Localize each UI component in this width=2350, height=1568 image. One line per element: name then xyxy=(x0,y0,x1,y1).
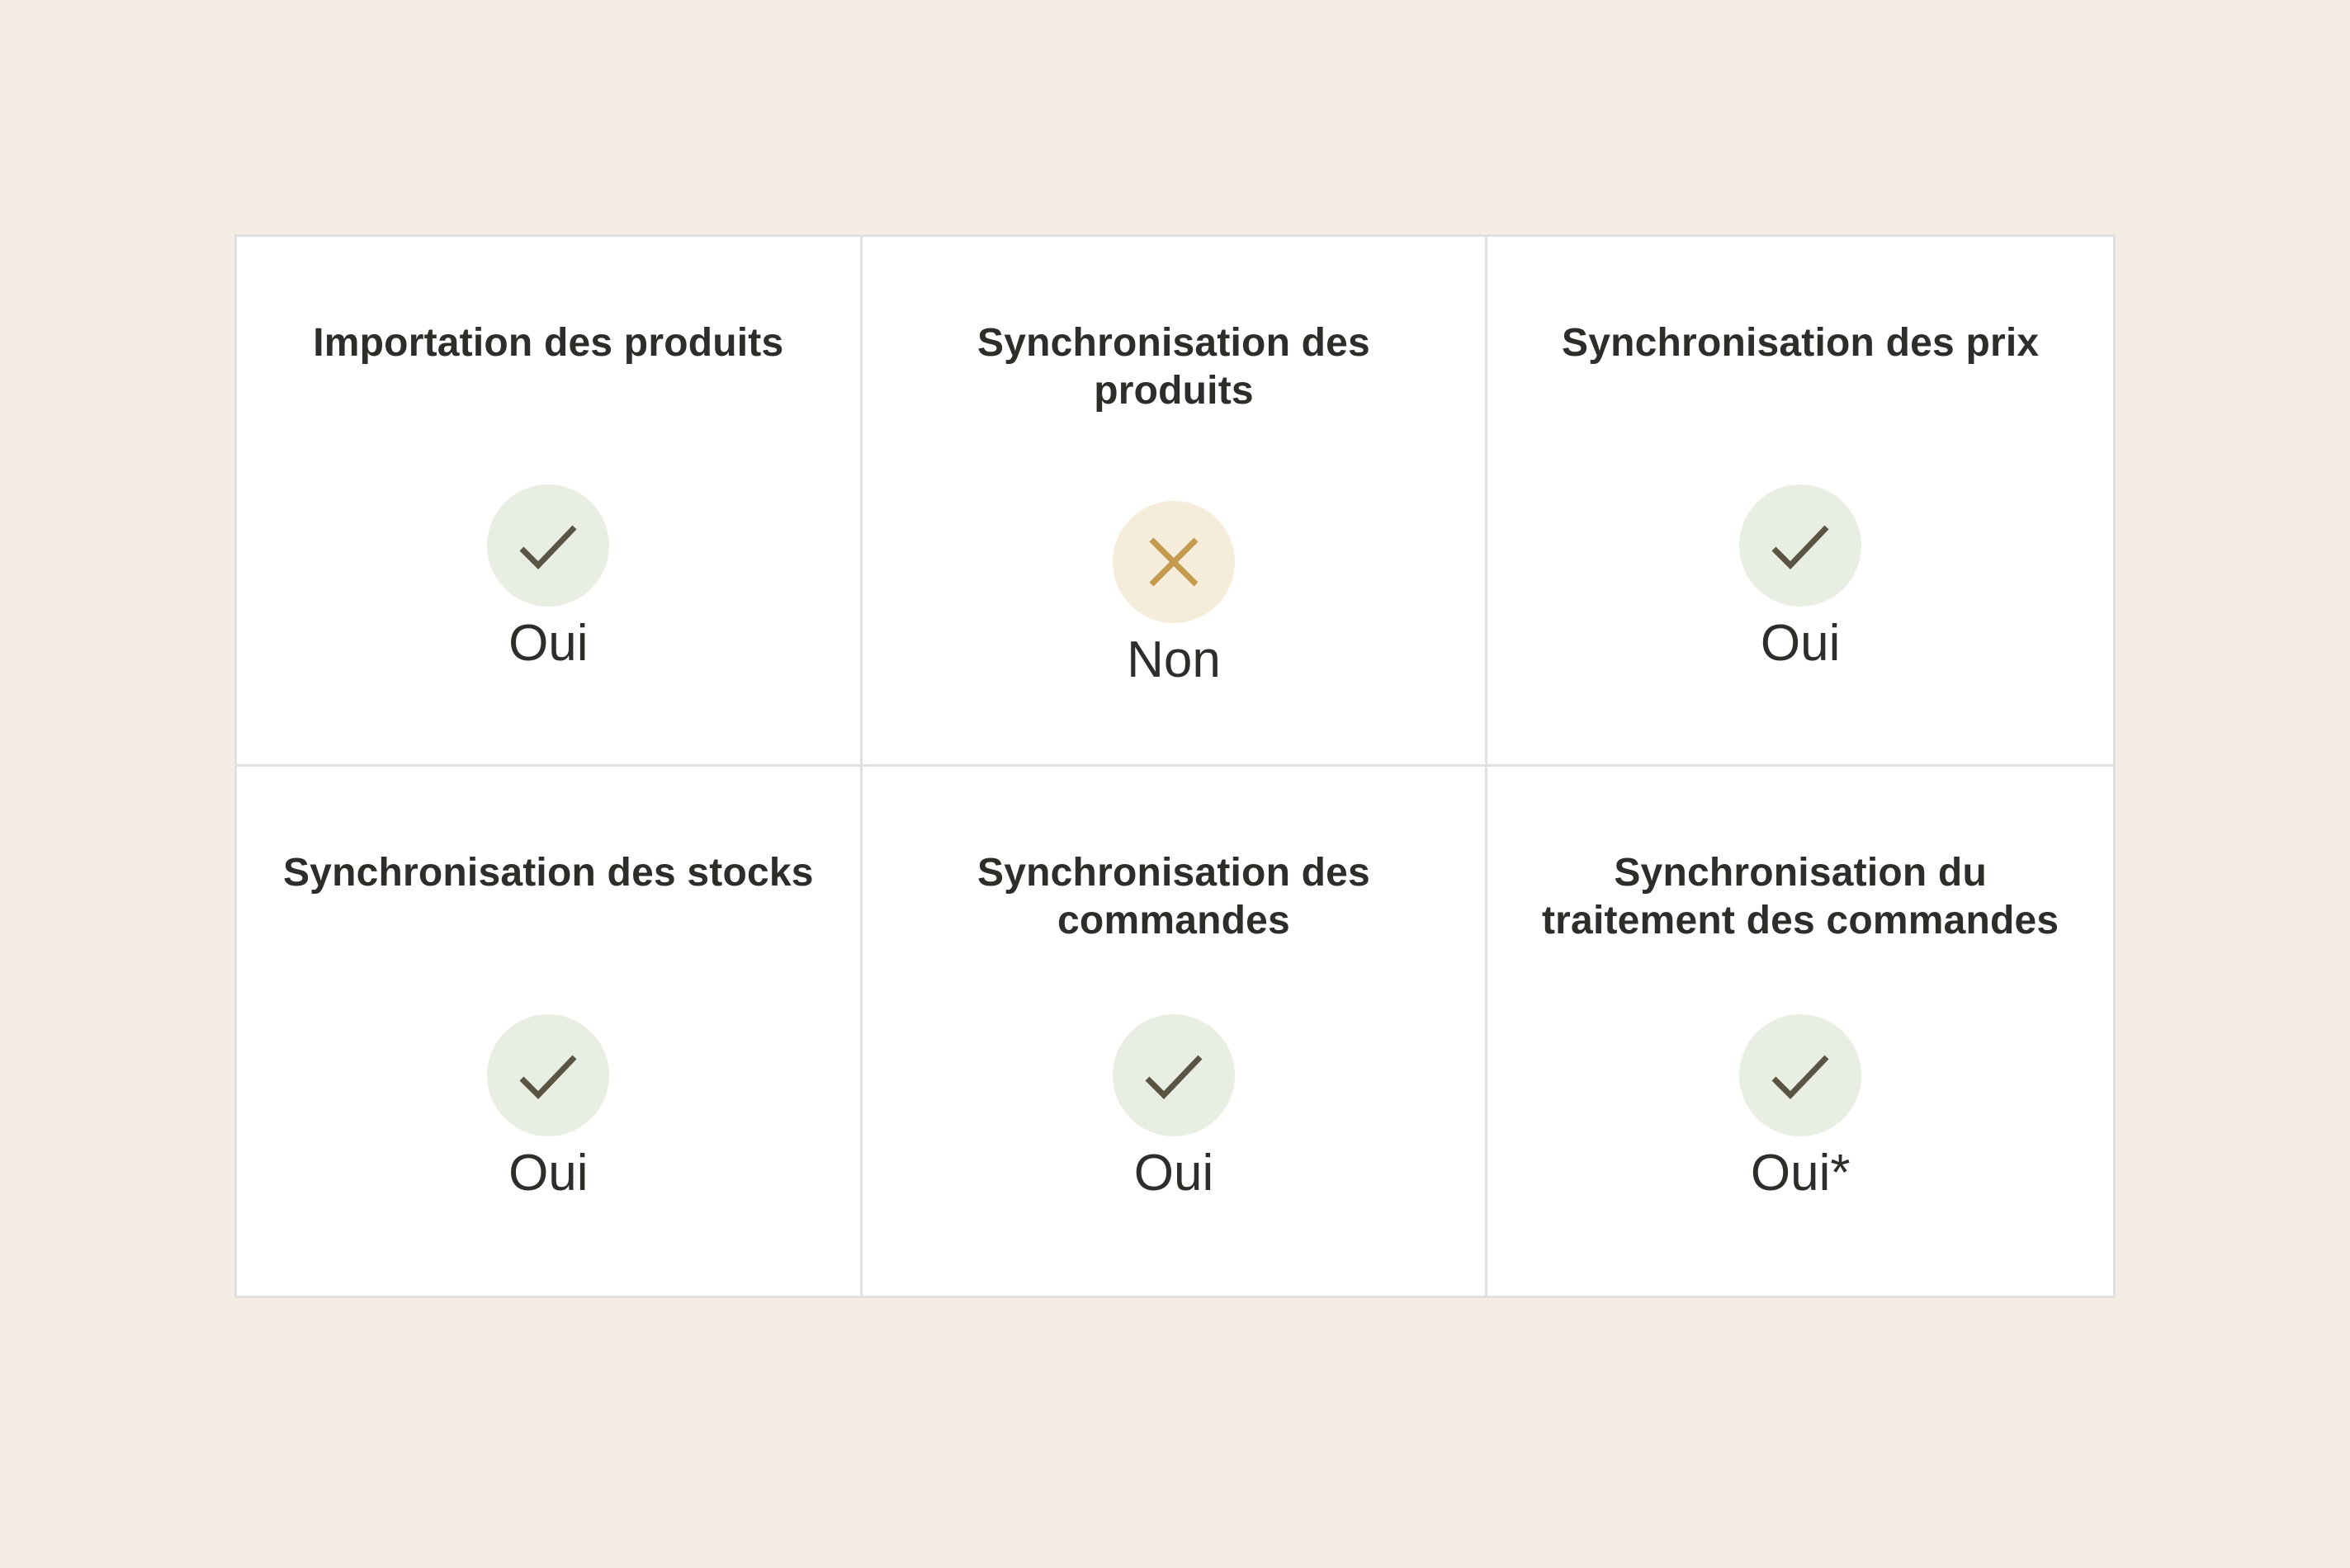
feature-status xyxy=(1487,484,2113,674)
yes-badge xyxy=(1739,484,1861,607)
feature-title: Importation des produits xyxy=(313,321,784,365)
feature-status xyxy=(863,501,1486,691)
check-icon xyxy=(515,1042,581,1108)
feature-title: Synchronisation des stocks xyxy=(282,850,814,895)
no-badge xyxy=(1113,501,1235,623)
cross-icon xyxy=(1145,533,1203,591)
feature-cell-product-import xyxy=(237,237,863,767)
yes-badge xyxy=(1113,1014,1235,1136)
feature-cell-product-sync xyxy=(863,237,1488,767)
check-icon xyxy=(515,512,581,579)
feature-cell-price-sync xyxy=(1487,237,2113,767)
feature-title: Synchronisation des produits xyxy=(977,321,1370,413)
feature-value: Oui xyxy=(1760,615,1841,672)
feature-value: Oui* xyxy=(1750,1144,1851,1202)
feature-title: Synchronisation du traitement des commandes xyxy=(1541,850,2059,942)
check-icon xyxy=(1767,512,1833,579)
feature-status xyxy=(1487,1014,2113,1204)
feature-title: Synchronisation des commandes xyxy=(977,850,1370,942)
yes-badge xyxy=(487,484,609,607)
feature-cell-stock-sync xyxy=(237,767,863,1296)
feature-value: Oui xyxy=(1133,1144,1214,1202)
feature-status xyxy=(237,484,860,674)
check-icon xyxy=(1767,1042,1833,1108)
feature-title: Synchronisation des prix xyxy=(1562,321,2040,365)
feature-value: Non xyxy=(1127,631,1221,688)
feature-value: Oui xyxy=(508,1144,589,1202)
feature-comparison-grid xyxy=(234,234,2116,1298)
yes-badge xyxy=(1739,1014,1861,1136)
feature-cell-order-sync xyxy=(863,767,1488,1296)
feature-status xyxy=(863,1014,1486,1204)
feature-cell-fulfillment-sync xyxy=(1487,767,2113,1296)
check-icon xyxy=(1141,1042,1207,1108)
feature-status xyxy=(237,1014,860,1204)
feature-value: Oui xyxy=(508,615,589,672)
yes-badge xyxy=(487,1014,609,1136)
